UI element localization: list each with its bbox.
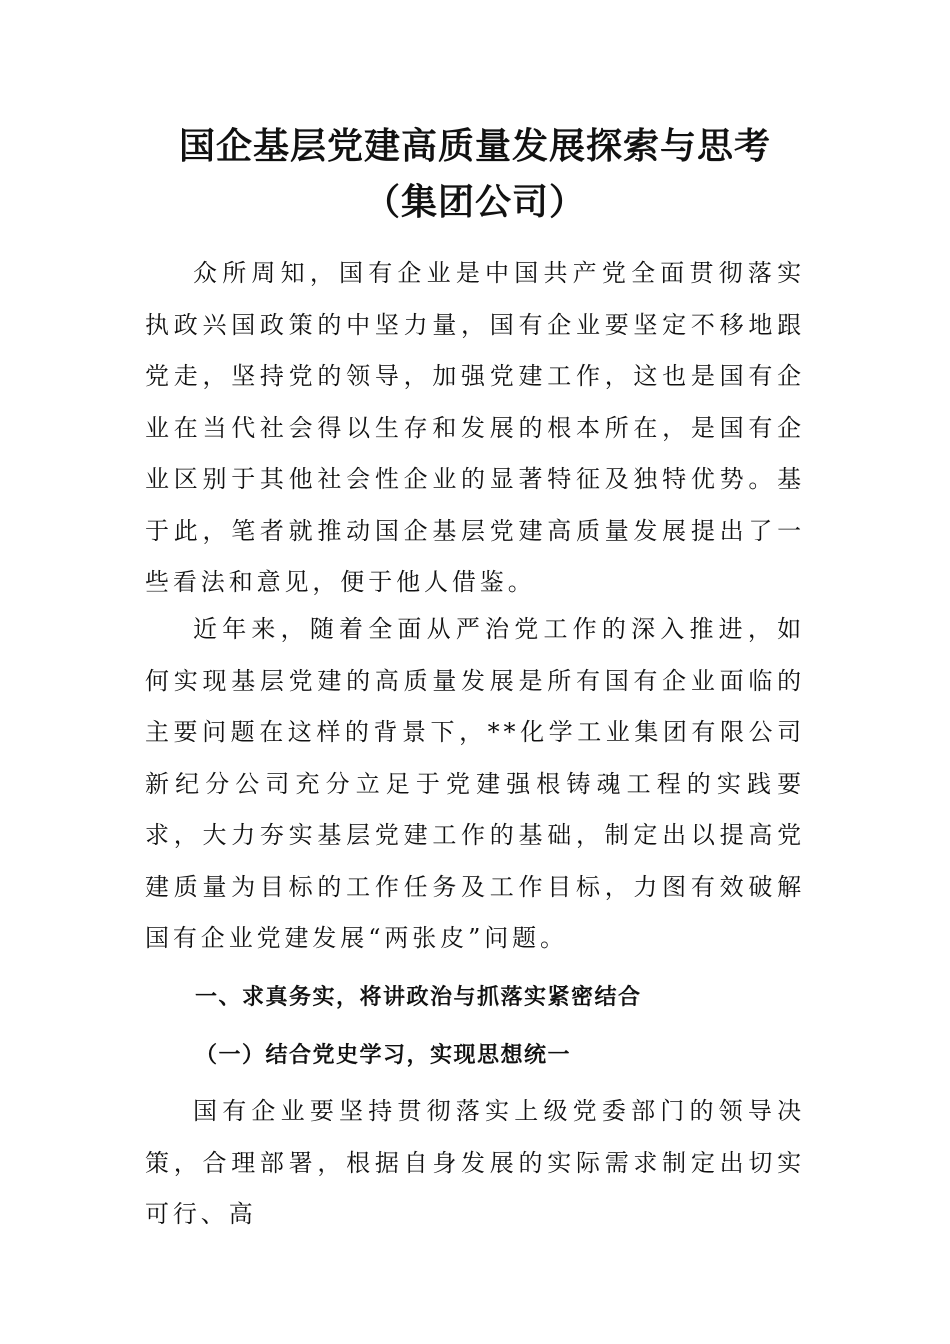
paragraph-intro: 众所周知，国有企业是中国共产党全面贯彻落实执政兴国政策的中坚力量，国有企业要坚定不移地跟党走，坚持党的领导，加强党建工作，这也是国有企业在当代社会得以生存和发展的根本所在，是国有企业区别于其他社会性企业的显著特征及独特优势。基于此，笔者就推动国企基层党建高质量发展提出了一些看法和意见，便于他人借鉴。 [145,259,805,596]
section-heading: 一、求真务实，将讲政治与抓落实紧密结合 [195,985,642,1010]
paragraph-body: 国有企业要坚持贯彻落实上级党委部门的领导决策，合理部署，根据自身发展的实际需求制定出切实可行、高 [145,1097,805,1228]
subsection-heading: （一）结合党史学习，实现思想统一 [195,1043,572,1068]
document-title: 国企基层党建高质量发展探索与思考（集团公司） [178,125,771,223]
paragraph-background: 近年来，随着全面从严治党工作的深入推进，如何实现基层党建的高质量发展是所有国有企业面临的主要问题在这样的背景下，**化学工业集团有限公司新纪分公司充分立足于党建强根铸魂工程的实践要求，大力夯实基层党建工作的基础，制定出以提高党建质量为目标的工作任务及工作目标，力图有效破解国有企业党建发展“两张皮”问题。 [145,615,805,952]
